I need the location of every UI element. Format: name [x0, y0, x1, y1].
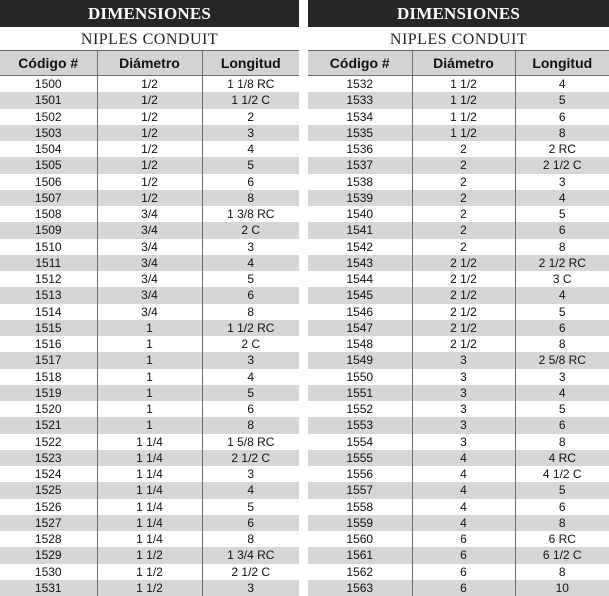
cell-diametro: 3	[412, 401, 515, 417]
table-row	[308, 385, 609, 401]
table-row	[0, 417, 299, 433]
cell-codigo: 1519	[0, 385, 97, 401]
cell-diametro: 1	[97, 352, 202, 368]
cell-diametro: 6	[412, 580, 515, 596]
cell-longitud: 4	[202, 369, 299, 385]
cell-diametro: 1 1/4	[97, 531, 202, 547]
cell-codigo: 1555	[308, 450, 412, 466]
cell-diametro: 2 1/2	[412, 304, 515, 320]
cell-codigo: 1527	[0, 515, 97, 531]
cell-longitud: 8	[202, 190, 299, 206]
cell-codigo: 1509	[0, 222, 97, 238]
table-row	[308, 92, 609, 108]
cell-codigo: 1533	[308, 92, 412, 108]
table-row	[0, 547, 299, 563]
cell-diametro: 1/2	[97, 109, 202, 125]
cell-codigo: 1548	[308, 336, 412, 352]
cell-longitud: 6	[515, 222, 609, 238]
cell-diametro: 1/2	[97, 174, 202, 190]
table-row	[308, 417, 609, 433]
dimensions-table	[0, 50, 299, 596]
header-longitud: Longitud	[202, 51, 299, 76]
cell-longitud: 3	[202, 352, 299, 368]
cell-codigo: 1535	[308, 125, 412, 141]
cell-longitud: 1 1/2 RC	[202, 320, 299, 336]
cell-codigo: 1561	[308, 547, 412, 563]
table-row	[0, 222, 299, 238]
cell-longitud: 8	[202, 304, 299, 320]
cell-diametro: 1/2	[97, 125, 202, 141]
table-row	[308, 564, 609, 580]
cell-longitud: 6	[202, 401, 299, 417]
panel-title: DIMENSIONES	[308, 0, 609, 27]
cell-longitud: 3 C	[515, 271, 609, 287]
table-row	[0, 320, 299, 336]
cell-diametro: 3/4	[97, 206, 202, 222]
table-row	[308, 336, 609, 352]
header-diametro: Diámetro	[97, 51, 202, 76]
table-row	[308, 287, 609, 303]
cell-longitud: 5	[202, 271, 299, 287]
cell-diametro: 1/2	[97, 157, 202, 173]
cell-longitud: 2 C	[202, 336, 299, 352]
cell-diametro: 1 1/2	[97, 580, 202, 596]
cell-diametro: 1 1/2	[412, 109, 515, 125]
cell-diametro: 1 1/4	[97, 450, 202, 466]
cell-diametro: 1 1/4	[97, 515, 202, 531]
cell-longitud: 5	[202, 157, 299, 173]
cell-longitud: 6	[202, 515, 299, 531]
table-row	[308, 141, 609, 157]
cell-longitud: 5	[515, 401, 609, 417]
cell-diametro: 3	[412, 385, 515, 401]
cell-longitud: 8	[515, 434, 609, 450]
table-row	[308, 304, 609, 320]
cell-codigo: 1534	[308, 109, 412, 125]
table-row	[0, 287, 299, 303]
cell-longitud: 4	[515, 76, 609, 93]
cell-diametro: 2 1/2	[412, 336, 515, 352]
cell-longitud: 8	[515, 564, 609, 580]
table-row	[0, 157, 299, 173]
cell-codigo: 1513	[0, 287, 97, 303]
table-row	[308, 450, 609, 466]
cell-codigo: 1554	[308, 434, 412, 450]
table-header-row	[308, 51, 609, 76]
cell-diametro: 1	[97, 369, 202, 385]
table-row	[0, 76, 299, 93]
cell-longitud: 3	[202, 125, 299, 141]
cell-diametro: 1/2	[97, 92, 202, 108]
cell-longitud: 2 1/2 RC	[515, 255, 609, 271]
table-row	[0, 482, 299, 498]
cell-diametro: 2	[412, 190, 515, 206]
cell-codigo: 1528	[0, 531, 97, 547]
cell-longitud: 8	[515, 336, 609, 352]
cell-codigo: 1511	[0, 255, 97, 271]
table-row	[308, 239, 609, 255]
cell-codigo: 1530	[0, 564, 97, 580]
cell-codigo: 1541	[308, 222, 412, 238]
cell-longitud: 10	[515, 580, 609, 596]
cell-longitud: 2	[202, 109, 299, 125]
cell-diametro: 3/4	[97, 239, 202, 255]
cell-diametro: 2	[412, 174, 515, 190]
table-row	[308, 271, 609, 287]
table-row	[0, 369, 299, 385]
table-row	[308, 109, 609, 125]
cell-codigo: 1521	[0, 417, 97, 433]
cell-longitud: 6	[515, 417, 609, 433]
cell-diametro: 1 1/2	[412, 76, 515, 93]
cell-diametro: 3	[412, 352, 515, 368]
cell-codigo: 1515	[0, 320, 97, 336]
cell-codigo: 1553	[308, 417, 412, 433]
cell-diametro: 3/4	[97, 287, 202, 303]
left-panel	[0, 0, 299, 596]
cell-diametro: 3/4	[97, 222, 202, 238]
cell-diametro: 1 1/4	[97, 466, 202, 482]
cell-codigo: 1551	[308, 385, 412, 401]
table-row	[0, 125, 299, 141]
cell-longitud: 8	[515, 239, 609, 255]
cell-longitud: 4	[202, 482, 299, 498]
panel-subtitle: NIPLES CONDUIT	[308, 27, 609, 50]
table-row	[0, 109, 299, 125]
cell-codigo: 1552	[308, 401, 412, 417]
cell-diametro: 1/2	[97, 141, 202, 157]
cell-longitud: 6 RC	[515, 531, 609, 547]
cell-diametro: 4	[412, 466, 515, 482]
cell-codigo: 1539	[308, 190, 412, 206]
table-row	[308, 482, 609, 498]
cell-longitud: 4	[515, 190, 609, 206]
cell-diametro: 4	[412, 515, 515, 531]
table-row	[308, 190, 609, 206]
dimensions-table	[308, 50, 609, 596]
cell-longitud: 1 1/2 C	[202, 92, 299, 108]
cell-diametro: 6	[412, 547, 515, 563]
cell-longitud: 2 1/2 C	[202, 450, 299, 466]
cell-diametro: 3	[412, 434, 515, 450]
table-row	[308, 206, 609, 222]
cell-longitud: 6 1/2 C	[515, 547, 609, 563]
table-row	[308, 352, 609, 368]
cell-codigo: 1517	[0, 352, 97, 368]
cell-codigo: 1558	[308, 499, 412, 515]
cell-diametro: 2 1/2	[412, 287, 515, 303]
cell-longitud: 8	[202, 531, 299, 547]
cell-diametro: 3/4	[97, 271, 202, 287]
panel-title: DIMENSIONES	[0, 0, 299, 27]
cell-codigo: 1532	[308, 76, 412, 93]
table-row	[308, 157, 609, 173]
cell-longitud: 3	[515, 174, 609, 190]
cell-codigo: 1524	[0, 466, 97, 482]
cell-codigo: 1526	[0, 499, 97, 515]
cell-diametro: 3/4	[97, 255, 202, 271]
table-row	[308, 320, 609, 336]
cell-diametro: 2	[412, 222, 515, 238]
header-diametro: Diámetro	[412, 51, 515, 76]
cell-longitud: 6	[202, 174, 299, 190]
table-row	[0, 564, 299, 580]
cell-codigo: 1503	[0, 125, 97, 141]
cell-codigo: 1508	[0, 206, 97, 222]
cell-codigo: 1507	[0, 190, 97, 206]
table-row	[308, 369, 609, 385]
cell-longitud: 8	[515, 515, 609, 531]
cell-longitud: 1 1/8 RC	[202, 76, 299, 93]
table-row	[308, 499, 609, 515]
cell-codigo: 1505	[0, 157, 97, 173]
cell-codigo: 1547	[308, 320, 412, 336]
cell-longitud: 1 3/4 RC	[202, 547, 299, 563]
cell-codigo: 1518	[0, 369, 97, 385]
cell-codigo: 1540	[308, 206, 412, 222]
cell-codigo: 1502	[0, 109, 97, 125]
header-codigo: Código #	[308, 51, 412, 76]
cell-longitud: 5	[202, 385, 299, 401]
cell-codigo: 1523	[0, 450, 97, 466]
cell-longitud: 2 RC	[515, 141, 609, 157]
cell-diametro: 6	[412, 564, 515, 580]
table-row	[308, 255, 609, 271]
cell-diametro: 2 1/2	[412, 255, 515, 271]
cell-diametro: 2	[412, 141, 515, 157]
table-body	[308, 76, 609, 596]
cell-codigo: 1514	[0, 304, 97, 320]
table-row	[0, 206, 299, 222]
cell-diametro: 1	[97, 417, 202, 433]
table-row	[0, 450, 299, 466]
cell-longitud: 3	[202, 580, 299, 596]
cell-longitud: 2 1/2 C	[202, 564, 299, 580]
table-row	[0, 336, 299, 352]
cell-longitud: 8	[515, 125, 609, 141]
cell-diametro: 2	[412, 239, 515, 255]
table-row	[308, 125, 609, 141]
cell-diametro: 2	[412, 206, 515, 222]
cell-longitud: 2 C	[202, 222, 299, 238]
table-row	[308, 401, 609, 417]
cell-diametro: 1 1/2	[412, 92, 515, 108]
cell-codigo: 1542	[308, 239, 412, 255]
table-row	[0, 92, 299, 108]
cell-diametro: 1 1/2	[97, 564, 202, 580]
cell-codigo: 1546	[308, 304, 412, 320]
cell-diametro: 4	[412, 482, 515, 498]
cell-diametro: 3/4	[97, 304, 202, 320]
table-row	[0, 515, 299, 531]
cell-codigo: 1510	[0, 239, 97, 255]
cell-longitud: 4	[515, 287, 609, 303]
cell-codigo: 1562	[308, 564, 412, 580]
cell-diametro: 1	[97, 320, 202, 336]
right-panel	[308, 0, 609, 596]
table-row	[0, 531, 299, 547]
cell-longitud: 4	[202, 255, 299, 271]
cell-codigo: 1512	[0, 271, 97, 287]
cell-codigo: 1522	[0, 434, 97, 450]
cell-diametro: 2 1/2	[412, 320, 515, 336]
header-longitud: Longitud	[515, 51, 609, 76]
cell-codigo: 1544	[308, 271, 412, 287]
cell-longitud: 5	[202, 499, 299, 515]
cell-longitud: 3	[202, 239, 299, 255]
cell-codigo: 1563	[308, 580, 412, 596]
cell-longitud: 6	[515, 109, 609, 125]
table-row	[0, 255, 299, 271]
table-row	[308, 580, 609, 596]
cell-codigo: 1504	[0, 141, 97, 157]
cell-codigo: 1516	[0, 336, 97, 352]
cell-diametro: 3	[412, 369, 515, 385]
cell-longitud: 4	[202, 141, 299, 157]
header-codigo: Código #	[0, 51, 97, 76]
cell-longitud: 6	[515, 499, 609, 515]
table-row	[0, 580, 299, 596]
cell-longitud: 2 1/2 C	[515, 157, 609, 173]
cell-codigo: 1531	[0, 580, 97, 596]
cell-diametro: 1	[97, 385, 202, 401]
table-row	[308, 466, 609, 482]
cell-longitud: 6	[202, 287, 299, 303]
table-row	[308, 515, 609, 531]
table-row	[0, 174, 299, 190]
cell-codigo: 1525	[0, 482, 97, 498]
cell-longitud: 5	[515, 206, 609, 222]
cell-codigo: 1529	[0, 547, 97, 563]
cell-codigo: 1556	[308, 466, 412, 482]
cell-longitud: 3	[202, 466, 299, 482]
cell-codigo: 1537	[308, 157, 412, 173]
cell-diametro: 4	[412, 499, 515, 515]
cell-codigo: 1506	[0, 174, 97, 190]
table-row	[308, 174, 609, 190]
cell-codigo: 1560	[308, 531, 412, 547]
cell-codigo: 1520	[0, 401, 97, 417]
table-row	[308, 76, 609, 93]
cell-diametro: 1 1/4	[97, 499, 202, 515]
cell-codigo: 1550	[308, 369, 412, 385]
cell-longitud: 3	[515, 369, 609, 385]
table-row	[0, 401, 299, 417]
table-row	[308, 222, 609, 238]
cell-diametro: 1 1/2	[412, 125, 515, 141]
table-body	[0, 76, 299, 596]
cell-longitud: 6	[515, 320, 609, 336]
cell-diametro: 4	[412, 450, 515, 466]
cell-codigo: 1538	[308, 174, 412, 190]
table-row	[308, 531, 609, 547]
cell-longitud: 8	[202, 417, 299, 433]
cell-longitud: 4 RC	[515, 450, 609, 466]
cell-longitud: 1 3/8 RC	[202, 206, 299, 222]
cell-codigo: 1559	[308, 515, 412, 531]
table-row	[0, 271, 299, 287]
cell-longitud: 1 5/8 RC	[202, 434, 299, 450]
cell-longitud: 2 5/8 RC	[515, 352, 609, 368]
cell-diametro: 1 1/4	[97, 434, 202, 450]
table-header-row	[0, 51, 299, 76]
table-row	[0, 190, 299, 206]
table-row	[0, 466, 299, 482]
cell-codigo: 1536	[308, 141, 412, 157]
cell-codigo: 1545	[308, 287, 412, 303]
table-row	[0, 239, 299, 255]
cell-codigo: 1549	[308, 352, 412, 368]
cell-codigo: 1543	[308, 255, 412, 271]
cell-diametro: 2	[412, 157, 515, 173]
cell-longitud: 4	[515, 385, 609, 401]
cell-diametro: 2 1/2	[412, 271, 515, 287]
cell-diametro: 1	[97, 401, 202, 417]
cell-longitud: 4 1/2 C	[515, 466, 609, 482]
cell-codigo: 1500	[0, 76, 97, 93]
cell-diametro: 6	[412, 531, 515, 547]
panel-subtitle: NIPLES CONDUIT	[0, 27, 299, 50]
table-row	[308, 434, 609, 450]
cell-diametro: 1/2	[97, 190, 202, 206]
cell-diametro: 1	[97, 336, 202, 352]
cell-longitud: 5	[515, 304, 609, 320]
cell-longitud: 5	[515, 92, 609, 108]
cell-codigo: 1557	[308, 482, 412, 498]
table-row	[0, 352, 299, 368]
table-row	[0, 304, 299, 320]
table-row	[0, 434, 299, 450]
cell-diametro: 1 1/4	[97, 482, 202, 498]
cell-longitud: 5	[515, 482, 609, 498]
table-row	[0, 499, 299, 515]
cell-diametro: 3	[412, 417, 515, 433]
cell-codigo: 1501	[0, 92, 97, 108]
table-row	[0, 141, 299, 157]
table-row	[0, 385, 299, 401]
cell-diametro: 1 1/2	[97, 547, 202, 563]
table-row	[308, 547, 609, 563]
cell-diametro: 1/2	[97, 76, 202, 93]
